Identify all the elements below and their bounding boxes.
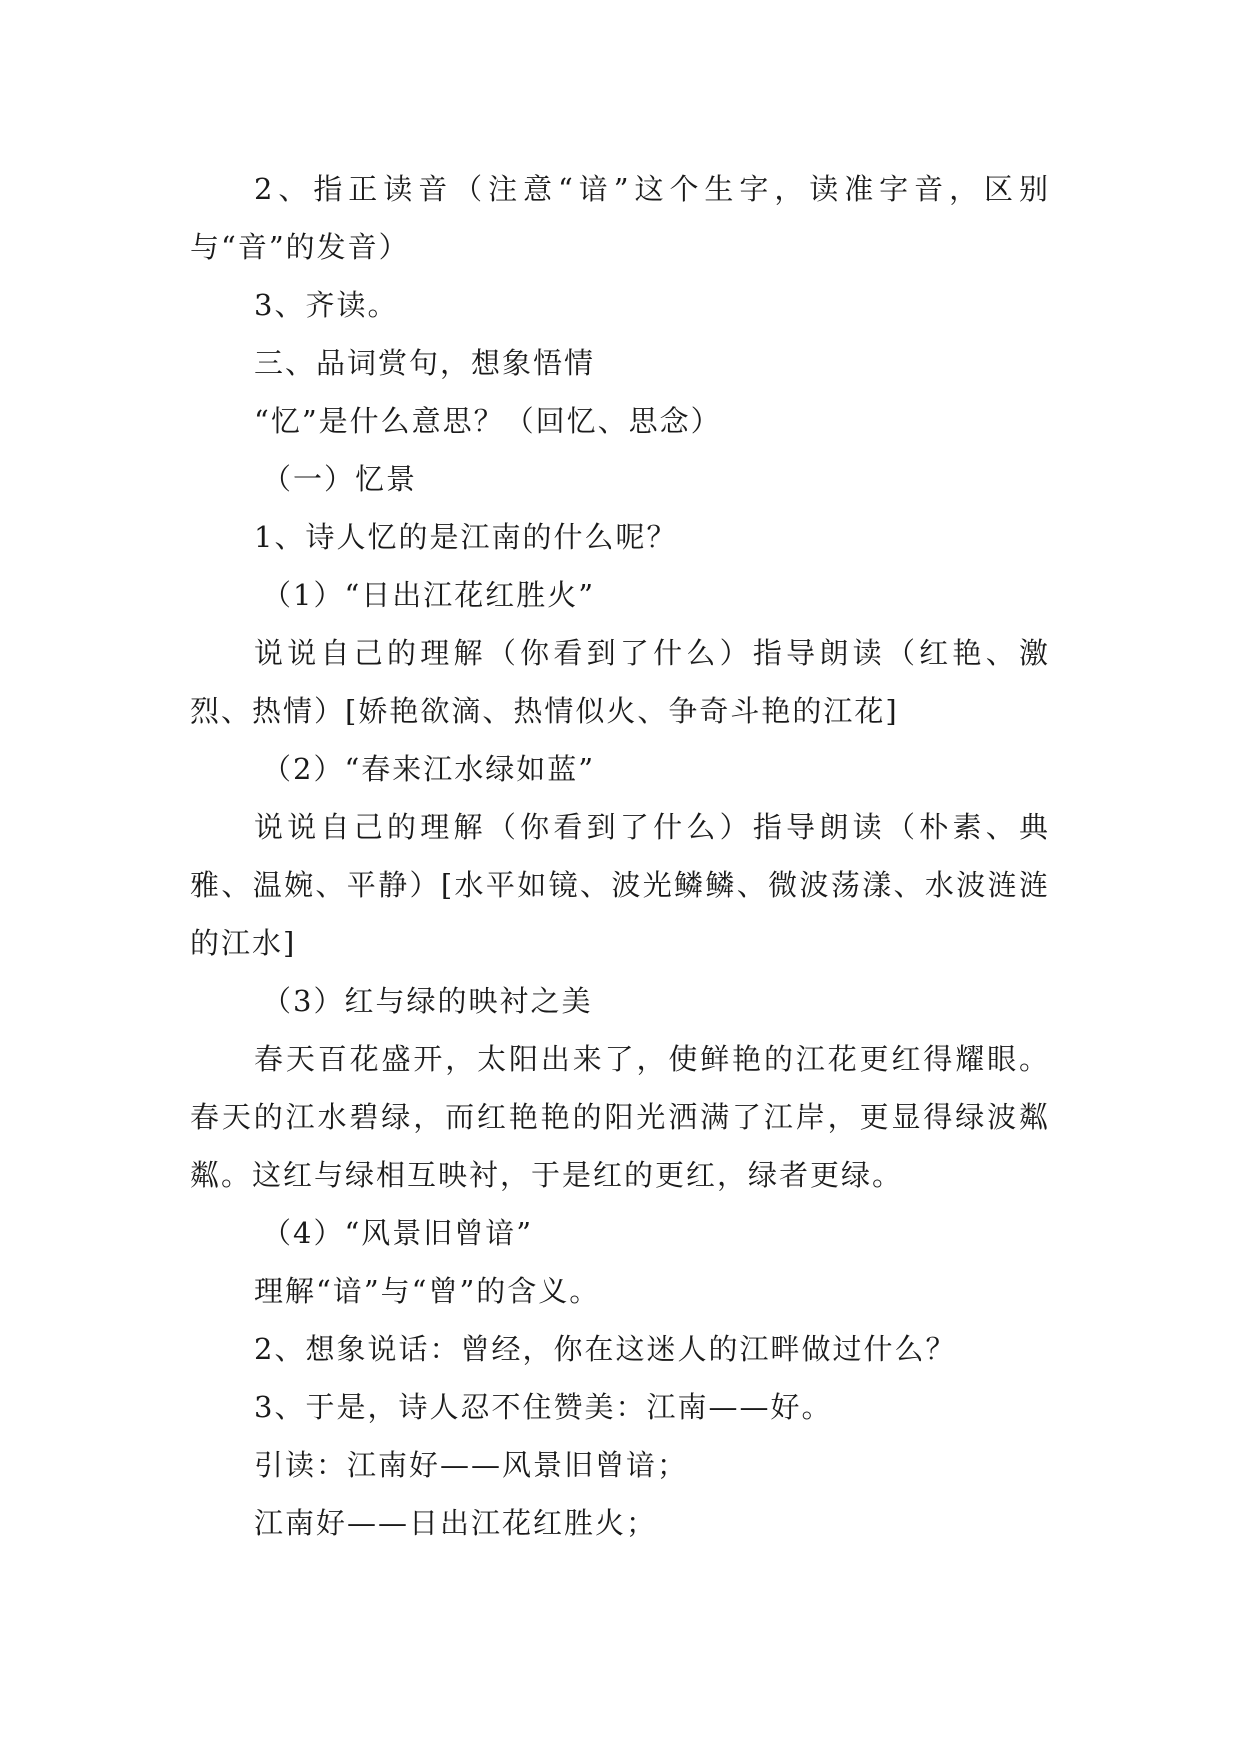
paragraph-question-1: 1、诗人忆的是江南的什么呢？ <box>254 520 678 554</box>
paragraph-explain-4: 理解“谙”与“曾”的含义。 <box>254 1274 601 1308</box>
list-item-4: （4）“风景旧曾谙” <box>262 1216 534 1250</box>
paragraph-explain-2: 说说自己的理解（你看到了什么）指导朗读（朴素、典雅、温婉、平静）[水平如镜、波光鳞鳞、微波荡漾、水波涟涟的江水] <box>190 810 1050 960</box>
subsection-heading-1: （一）忆景 <box>262 462 418 496</box>
list-item-3: （3）红与绿的映衬之美 <box>262 984 593 1018</box>
paragraph-meaning-of-yi: “忆”是什么意思？（回忆、思念） <box>254 404 722 438</box>
list-item-1: （1）“日出江花红胜火” <box>262 578 596 612</box>
document-body <box>190 160 1050 1552</box>
paragraph-explain-3: 春天百花盛开，太阳出来了，使鲜艳的江花更红得耀眼。春天的江水碧绿，而红艳艳的阳光洒满了江岸，更显得绿波粼粼。这红与绿相互映衬，于是红的更红，绿者更绿。 <box>190 1042 1050 1192</box>
paragraph-praise: 3、于是，诗人忍不住赞美：江南——好。 <box>254 1390 833 1424</box>
list-item-2: （2）“春来江水绿如蓝” <box>262 752 596 786</box>
paragraph-imagine: 2、想象说话：曾经，你在这迷人的江畔做过什么？ <box>254 1332 957 1366</box>
paragraph-pronunciation: 2、指正读音（注意“谙”这个生字，读准字音，区别与“音”的发音） <box>190 172 1050 264</box>
paragraph-read-together: 3、齐读。 <box>254 288 399 322</box>
paragraph-explain-1: 说说自己的理解（你看到了什么）指导朗读（红艳、激烈、热情）[娇艳欲滴、热情似火、争奇斗艳的江花] <box>190 636 1050 728</box>
paragraph-guided-reading-1: 引读：江南好——风景旧曾谙； <box>254 1448 689 1482</box>
paragraph-guided-reading-2: 江南好——日出江花红胜火； <box>254 1506 658 1540</box>
section-heading-3: 三、品词赏句，想象悟情 <box>254 346 596 380</box>
